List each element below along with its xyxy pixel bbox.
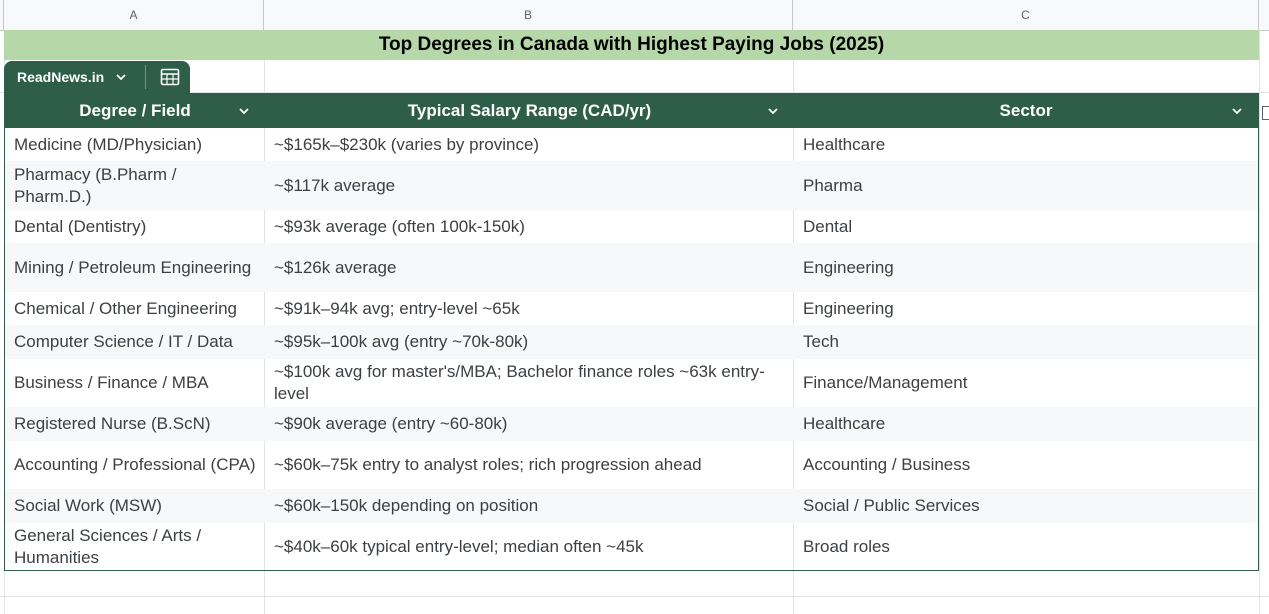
grid-line: [0, 596, 1269, 597]
cell-degree[interactable]: Medicine (MD/Physician): [14, 134, 202, 154]
cell-salary[interactable]: ~$91k–94k avg; entry-level ~65k: [274, 298, 520, 318]
table-row: [5, 128, 1258, 161]
table-row: [5, 243, 1258, 292]
cell-degree[interactable]: Chemical / Other Engineering: [14, 298, 238, 318]
cell-degree[interactable]: General Sciences / Arts / Humanities: [14, 525, 202, 567]
partial-scroll-marker: [1262, 106, 1269, 120]
table-row: [5, 292, 1258, 325]
cell-degree[interactable]: Pharmacy (B.Pharm / Pharm.D.): [14, 164, 177, 206]
sheet-title-cell[interactable]: Top Degrees in Canada with Highest Paying Jobs (2025): [4, 30, 1259, 60]
cell-sector[interactable]: Engineering: [803, 257, 894, 277]
column-header-bar: [0, 0, 1269, 31]
table-row: [5, 325, 1258, 359]
table-view-icon[interactable]: [160, 68, 180, 86]
chip-divider: [145, 65, 146, 89]
chevron-down-icon[interactable]: [114, 70, 128, 84]
table-row: [5, 359, 1258, 407]
cell-sector[interactable]: Broad roles: [803, 536, 890, 556]
chevron-down-icon[interactable]: [1230, 104, 1244, 118]
table-row: [5, 441, 1258, 489]
chevron-down-icon[interactable]: [237, 104, 251, 118]
cell-sector[interactable]: Pharma: [803, 175, 863, 195]
table-row: [5, 161, 1258, 210]
cell-sector[interactable]: Healthcare: [803, 414, 886, 433]
column-header-c[interactable]: C: [793, 0, 1259, 30]
cell-salary[interactable]: ~$165k–$230k (varies by province): [274, 134, 540, 154]
column-header-a[interactable]: A: [4, 0, 264, 30]
header-sector[interactable]: [794, 93, 1258, 128]
cell-salary[interactable]: ~$60k–75k entry to analyst roles; rich progression ahead: [274, 455, 702, 474]
table-name-chip[interactable]: [4, 61, 190, 93]
cell-sector[interactable]: Engineering: [803, 298, 894, 318]
table-name: ReadNews.in: [17, 69, 105, 85]
cell-salary[interactable]: ~$90k average (entry ~60-80k): [274, 414, 508, 433]
cell-salary[interactable]: ~$95k–100k avg (entry ~70k-80k): [274, 332, 529, 351]
cell-degree[interactable]: Accounting / Professional (CPA): [14, 455, 256, 474]
cell-sector[interactable]: Social / Public Services: [803, 496, 980, 515]
cell-salary[interactable]: ~$117k average: [274, 175, 396, 195]
table-row: [5, 210, 1258, 243]
cell-degree[interactable]: Mining / Petroleum Engineering: [14, 257, 252, 277]
cell-degree[interactable]: Business / Finance / MBA: [14, 373, 209, 392]
table-row: [5, 489, 1258, 523]
cell-sector[interactable]: Healthcare: [803, 134, 886, 154]
header-label: Typical Salary Range (CAD/yr): [407, 100, 652, 120]
cell-salary[interactable]: ~$126k average: [274, 257, 397, 277]
table-row: [5, 523, 1258, 570]
cell-sector[interactable]: Tech: [803, 332, 839, 351]
cell-salary[interactable]: ~$60k–150k depending on position: [274, 496, 539, 515]
table-header-row: [5, 93, 1258, 128]
cell-degree[interactable]: Computer Science / IT / Data: [14, 332, 233, 351]
cell-salary[interactable]: ~$93k average (often 100k-150k): [274, 216, 525, 236]
cell-sector[interactable]: Accounting / Business: [803, 455, 971, 474]
header-label: Degree / Field: [79, 100, 191, 120]
header-salary-range[interactable]: [265, 93, 794, 128]
chevron-down-icon[interactable]: [766, 104, 780, 118]
data-table: [4, 93, 1259, 571]
cell-salary[interactable]: ~$40k–60k typical entry-level; median often ~45k: [274, 536, 644, 556]
cell-degree[interactable]: Dental (Dentistry): [14, 216, 147, 236]
table-row: [5, 407, 1258, 441]
cell-degree[interactable]: Social Work (MSW): [14, 496, 162, 515]
cell-sector[interactable]: Finance/Management: [803, 373, 968, 392]
column-header-b[interactable]: B: [264, 0, 793, 30]
grid-line: [1259, 30, 1260, 614]
header-label: Sector: [999, 100, 1053, 120]
cell-degree[interactable]: Registered Nurse (B.ScN): [14, 414, 211, 433]
cell-sector[interactable]: Dental: [803, 216, 853, 236]
header-degree-field[interactable]: [5, 93, 265, 128]
cell-salary[interactable]: ~$100k avg for master's/MBA; Bachelor finance roles ~63k entry-level: [274, 362, 765, 403]
